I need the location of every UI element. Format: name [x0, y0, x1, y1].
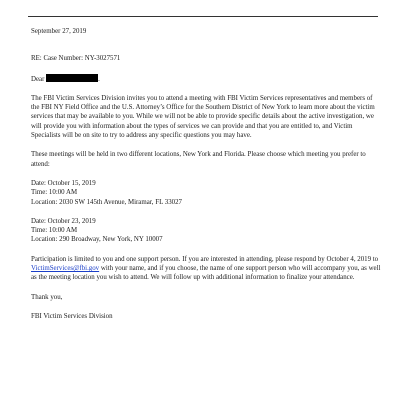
- meeting-broadway: [31, 217, 381, 245]
- participation-paragraph: [31, 255, 381, 283]
- letter-date: September 27, 2019: [31, 28, 87, 35]
- meeting-date: Date: October 23, 2019: [31, 217, 96, 225]
- meeting-location: Location: 290 Broadway, New York, NY 10007: [31, 236, 163, 244]
- locations-paragraph: These meetings will be held in two different locations, New York and Florida. Please choose which meeting you prefer to attend:: [31, 151, 366, 168]
- letter-body: [31, 27, 381, 321]
- signature: FBI Victim Services Division: [31, 312, 113, 320]
- top-divider: [28, 16, 378, 17]
- participation-text-start: Participation is limited to you and one support person. If you are interested in attending, please respond by October 4, 2019 to: [31, 255, 379, 263]
- salutation-prefix: Dear: [31, 75, 45, 83]
- meeting-date: Date: October 15, 2019: [31, 179, 96, 187]
- salutation-suffix: .: [98, 75, 100, 83]
- meeting-time: Time: 10:00 AM: [31, 227, 78, 235]
- redacted-name: [46, 74, 98, 82]
- intro-paragraph: The FBI Victim Services Division invites you to attend a meeting with FBI Victim Services representatives and members of the FBI NY Field Office and the U.S. Attorney’s Office for the Southern District of New York to learn more about the victim services that may be available to you. While we will not be able to provide specific details about the active investigation, we will provide you with information about the types of services we can provide and that you are entitled to, and Victim Specialists will be on site to try to address any specific questions you may have.: [31, 94, 375, 140]
- meeting-time: Time: 10:00 AM: [31, 189, 78, 197]
- email-link[interactable]: VictimServices@fbi.gov: [31, 265, 100, 273]
- participation-text-end: with your name, and if you choose, the name of one support person who will accompany you, as well as the meeting location you wish to attend. We will follow up with additional information to finalize your attendance.: [31, 265, 381, 282]
- closing: Thank you,: [31, 293, 63, 301]
- case-reference: RE: Case Number: NY-3027571: [31, 55, 121, 63]
- meeting-location: Location: 2030 SW 145th Avenue, Miramar, FL 33027: [31, 198, 182, 206]
- salutation: [31, 74, 381, 84]
- meeting-ny-miramar: [31, 179, 381, 207]
